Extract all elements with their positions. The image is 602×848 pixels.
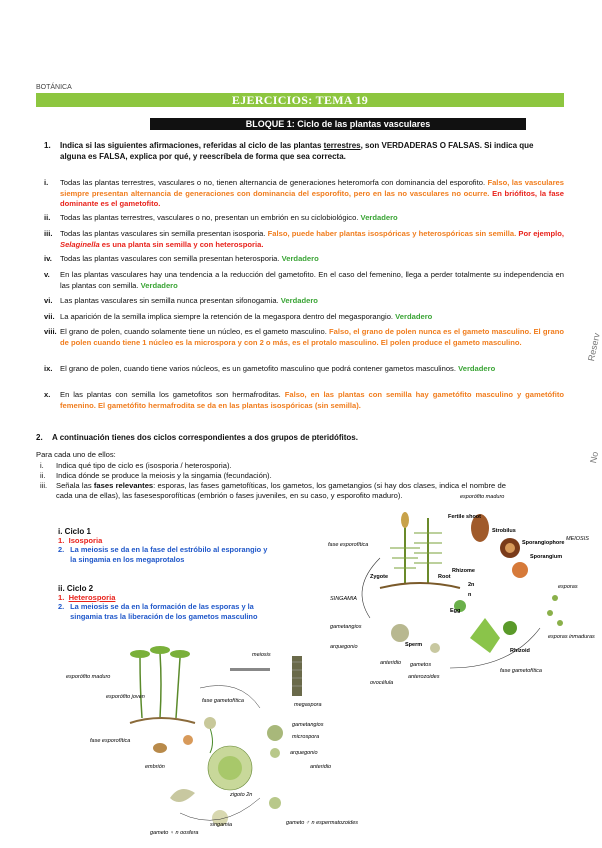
list-item <box>44 229 564 250</box>
list-item <box>44 296 564 307</box>
diagram-label: Sporangiophore <box>522 540 565 546</box>
ciclo1-answer-1: Isosporia <box>68 536 103 545</box>
young-sporophyte <box>153 728 213 753</box>
section-heading: BLOQUE 1: Ciclo de las plantas vasculares <box>150 118 526 130</box>
answer-orange: Falso, puede haber plantas isospóricas y heterospóricas sin semilla. <box>267 229 517 238</box>
item-numeral: iii. <box>44 229 53 238</box>
strobilus-detail <box>471 514 528 578</box>
answer-green: Verdadero <box>395 312 433 321</box>
ciclo1-title: i. Ciclo 1 <box>58 527 91 536</box>
sub-item <box>36 471 506 481</box>
watermark-text: Reserv <box>586 332 602 363</box>
diagram-label: esporas inmaduras <box>548 634 595 640</box>
question-text-underlined: terrestres <box>323 141 361 150</box>
answer-green: Verdadero <box>360 213 398 222</box>
ciclo2-answer-1: Heterosporia <box>68 593 116 602</box>
watermark-text: No <box>588 450 601 465</box>
diagram-label: Egg <box>450 608 461 614</box>
diagram-label: gametangios <box>330 624 362 630</box>
diagram-label: MEIOSIS <box>566 536 589 542</box>
sub-numeral: iii. <box>40 481 48 490</box>
item-numeral: ii. <box>44 213 51 222</box>
item-text: El grano de polen, cuando tiene varios núcleos, es un gametofito masculino que podrá contener gametos masculinos. <box>60 364 459 373</box>
sub-text: Señala las <box>56 481 94 490</box>
item-text: En las plantas vasculares hay una tendencia a la reducción del gametofito. En el caso del femenino, llega a perder totalmente su independencia en las plantas con semilla. <box>60 270 564 290</box>
mature-sporophyte <box>130 646 195 723</box>
diagram-label: Strobilus <box>492 528 516 534</box>
diagram-label: anteridio <box>310 764 332 770</box>
answer-orange: Falso, el grano de polen nunca es el gameto masculino. El grano de polen cuando tiene 1 núcleo es la microspora y con 2 o más, es el protalo masculino. El polen produce el gameto masculino. <box>60 327 564 347</box>
diagram-label: singamia <box>210 822 233 828</box>
sub-text: Indica dónde se produce la meiosis y la singamia (fecundación). <box>56 471 272 480</box>
diagram-label: anterozoides <box>408 674 440 680</box>
sporocarp-detail <box>230 656 302 696</box>
answer-orange: Falso, en las plantas con semilla hay gametófito masculino y gametófito femenino. El gametófito hermafrodita se da en las plantas isospóricas (sin semilla). <box>60 390 564 410</box>
item-numeral: i. <box>44 178 49 187</box>
item-numeral: x. <box>44 390 51 399</box>
diagram-label: Rhizoid <box>510 648 530 654</box>
diagram-label: gameto ♀ n oosfera <box>150 830 199 836</box>
answer-orange: Falso, las vasculares siempre presentan alternancia de generaciones con dominancia del esporofito, pero en las no vasculares no ocurre. <box>60 178 564 198</box>
diagram-label: arquegonio <box>330 644 358 650</box>
diagram-label: gameto ♂ n espermatozoides <box>286 820 358 826</box>
question-1 <box>44 140 544 162</box>
diagram-label: Root <box>438 574 451 580</box>
diagram-label: esporófito joven <box>106 694 145 700</box>
answer-green: Verdadero <box>458 364 496 373</box>
item-text: La aparición de la semilla implica siempre la retención de la megaspora dentro del megasporangio. <box>60 312 396 321</box>
ciclo1-b-num: 2. <box>58 545 65 554</box>
sub-numeral: i. <box>40 461 44 470</box>
diagram-label: arquegonio <box>290 750 318 756</box>
diagram-label: Zygote <box>370 574 389 580</box>
diagram-label: fase gametofítica <box>202 698 244 704</box>
diagram-label: microspora <box>292 734 320 740</box>
sub-numeral: ii. <box>40 471 46 480</box>
diagram-label: Rhizome <box>452 568 475 574</box>
diagram-label: megaspora <box>294 702 322 708</box>
list-item <box>44 364 564 375</box>
diagram-label: zigoto 2n <box>230 792 253 798</box>
ciclo2-title: ii. Ciclo 2 <box>58 584 94 593</box>
item-text: Todas las plantas terrestres, vasculares o no, tienen alternancia de generaciones heteromorfa con dominancia del esporofito. <box>60 178 488 187</box>
diagram-label: fase gametofítica <box>500 668 542 674</box>
diagram-label: anteridio <box>380 660 402 666</box>
sub-text: Indica qué tipo de ciclo es (isosporia / heterosporia). <box>56 461 232 470</box>
item-text: Todas las plantas terrestres, vasculares o no, presentan un embrión en su ciclobiológico. <box>60 213 361 222</box>
diagram-ciclo2 <box>60 628 360 840</box>
answer-red: En briófitos, la fase dominante es el gametofito. <box>60 188 565 208</box>
page-title: EJERCICIOS: TEMA 19 <box>36 93 564 107</box>
diagram-label: Sporangium <box>530 554 563 560</box>
item-text: El grano de polen, cuando solamente tiene un núcleo, es el gameto masculino. <box>60 327 330 336</box>
ciclo1-answer-2: La meiosis se da en la fase del estróbilo al esporangio y la singamia en los megaprotalos <box>70 545 268 564</box>
diagram-label: 2n <box>468 582 475 588</box>
answer-green: Verdadero <box>140 280 178 290</box>
ciclo1-answers <box>58 527 273 564</box>
question-number: 1. <box>44 141 51 150</box>
item-text: Todas las plantas vasculares sin semilla presentan isosporia. <box>60 229 268 238</box>
list-item <box>44 178 564 210</box>
cycle-diagram-2 <box>60 628 360 840</box>
diagram-label: meiosis <box>252 652 271 658</box>
diagram-label: embrión <box>145 764 165 770</box>
item-numeral: ix. <box>44 364 53 373</box>
spores-cycle <box>170 717 283 826</box>
item-text: Todas las plantas vasculares con semilla presentan heterosporia. <box>60 254 282 263</box>
question-2 <box>36 432 556 443</box>
item-text: Las plantas vasculares sin semilla nunca presentan sifonogamia. <box>60 296 281 305</box>
item-numeral: vi. <box>44 296 53 305</box>
diagram-label: SINGAMIA <box>330 596 357 602</box>
list-item <box>44 254 564 265</box>
subject-label: BOTÁNICA <box>36 84 72 91</box>
question-text: A continuación tienes dos ciclos correspondientes a dos grupos de pteridófitos. <box>52 433 358 442</box>
sub-text-bold: fases relevantes <box>93 481 154 490</box>
item-text: En las plantas con semilla los gametofitos son hermafroditas. <box>60 390 285 399</box>
ciclo1-a-num: 1. <box>58 536 65 545</box>
answer-green: Verdadero <box>280 296 318 305</box>
diagram-label: esporófito maduro <box>66 674 111 680</box>
list-item <box>44 270 564 291</box>
diagram-label: fase esporofítica <box>328 542 369 548</box>
list-item <box>44 213 564 224</box>
diagram-label: esporófito maduro <box>460 494 505 500</box>
list-item <box>44 327 564 348</box>
ciclo2-a-num: 1. <box>58 593 65 602</box>
question-number: 2. <box>36 433 43 442</box>
diagram-label: gametos <box>410 662 432 668</box>
sub-text: : esporas, las fases gametofíticas, los gametos, los gametangios (si hay dos clases, indica el nombre de cada una de ellas), las fasesesporofíticas (embrión o fases juveniles, en su caso, y esporofito maduro). <box>56 481 506 500</box>
list-item <box>44 312 564 323</box>
question-text-pre: Indica si las siguientes afirmaciones, referidas al ciclo de las plantas <box>60 141 324 150</box>
answer-red: Por ejemplo, <box>516 229 565 238</box>
diagram-label: n <box>468 592 472 598</box>
item-numeral: vii. <box>44 312 55 321</box>
instruction-intro: Para cada uno de ellos: <box>36 450 116 459</box>
diagram-label: fase esporofítica <box>90 738 131 744</box>
answer-red: es una planta sin semilla y con heterosporia. <box>99 239 264 249</box>
item-numeral: iv. <box>44 254 52 263</box>
ciclo2-b-num: 2. <box>58 602 65 611</box>
sub-item <box>36 461 506 471</box>
diagram-label: esporas <box>558 584 578 590</box>
diagram-label: ovocélula <box>370 680 394 686</box>
answer-red-italic: Selaginella <box>60 239 100 249</box>
list-item <box>44 390 564 411</box>
item-numeral: v. <box>44 270 50 279</box>
diagram-label: Fertile shoot <box>448 514 482 520</box>
ciclo2-answers <box>58 584 258 621</box>
item-numeral: viii. <box>44 327 57 336</box>
question-text-post: , son VERDADERAS O FALSAS. Si indica que alguna es FALSA, explica por qué, y reescríbela de forma que sea correcta. <box>60 141 534 161</box>
ciclo2-answer-2: La meiosis se da en la formación de las esporas y la singamia tras la liberación de los gametos masculino <box>70 602 258 621</box>
diagram-label: gametangios <box>292 722 324 728</box>
diagram-label: Sperm <box>405 642 423 648</box>
answer-green: Verdadero <box>281 254 319 263</box>
